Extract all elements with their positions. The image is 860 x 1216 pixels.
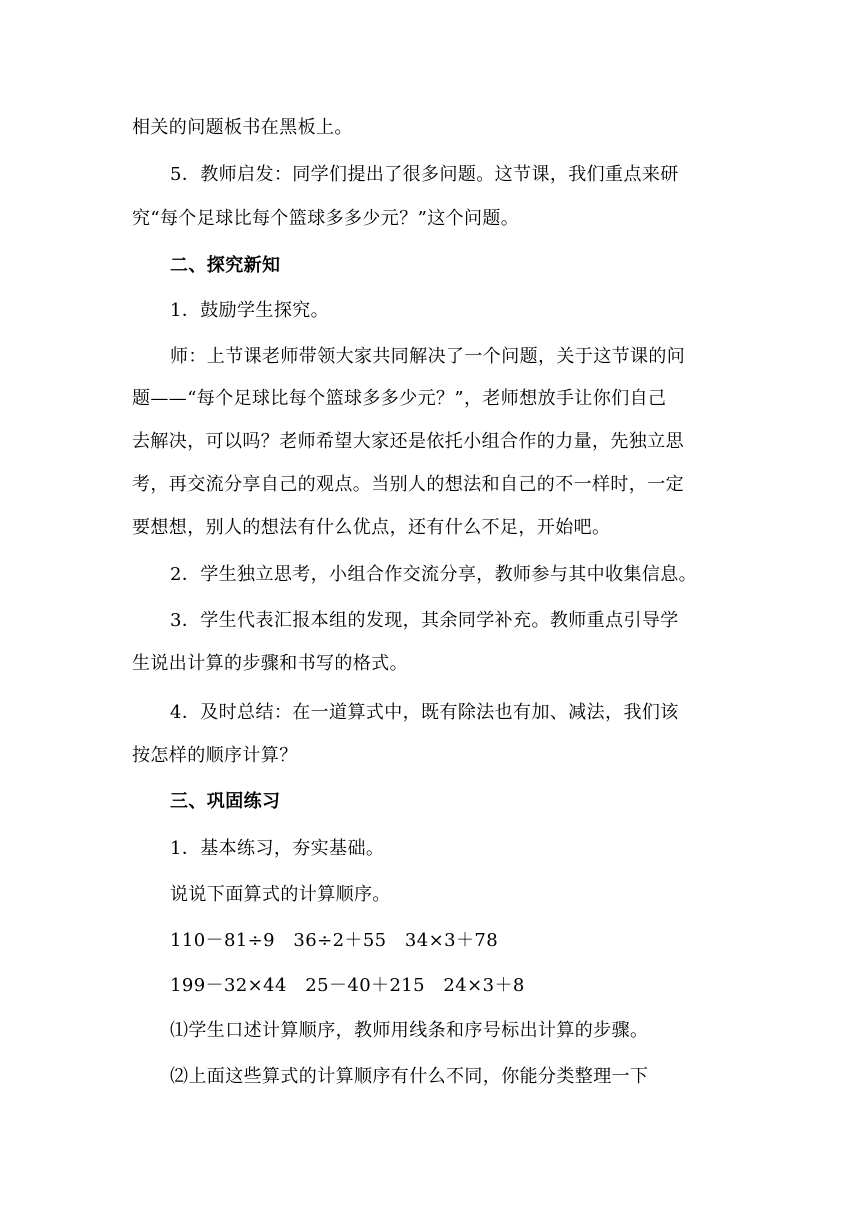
paragraph-item-2: 2．学生独立思考，小组合作交流分享，教师参与其中收集信息。 [170, 564, 698, 585]
text-line: 按怎样的顺序计算？ [132, 745, 298, 766]
text-line: 去解决，可以吗？老师希望大家还是依托小组合作的力量，先独立思 [132, 431, 684, 452]
formula-line: 199－32×44 25－40＋215 24×3＋8 [170, 975, 525, 996]
formula-line: 110－81÷9 36÷2＋55 34×3＋78 [170, 930, 499, 951]
text-line: 相关的问题板书在黑板上。 [132, 117, 353, 138]
paragraph-teacher: 师：上节课老师带领大家共同解决了一个问题，关于这节课的问 [170, 346, 686, 367]
sub-item-1: ⑴学生口述计算顺序，教师用线条和序号标出计算的步骤。 [170, 1020, 649, 1041]
text-line: 考，再交流分享自己的观点。当别人的想法和自己的不一样时，一定 [132, 474, 684, 495]
paragraph-item-1: 1．基本练习，夯实基础。 [170, 838, 385, 859]
paragraph-item-3: 3．学生代表汇报本组的发现，其余同学补充。教师重点引导学 [170, 610, 679, 631]
text-line: 说说下面算式的计算顺序。 [170, 884, 391, 905]
section-heading: 三、巩固练习 [170, 791, 281, 812]
paragraph-item-4: 4．及时总结：在一道算式中，既有除法也有加、减法，我们该 [170, 702, 679, 723]
text-line: 究“每个足球比每个篮球多多少元？”这个问题。 [132, 208, 520, 229]
text-line: 题——“每个足球比每个篮球多多少元？”，老师想放手让你们自己 [132, 388, 667, 409]
paragraph-item-5: 5．教师启发：同学们提出了很多问题。这节课，我们重点来研 [170, 164, 679, 185]
text-line: 生说出计算的步骤和书写的格式。 [132, 653, 408, 674]
text-line: 要想想，别人的想法有什么优点，还有什么不足，开始吧。 [132, 517, 611, 538]
sub-item-2: ⑵上面这些算式的计算顺序有什么不同，你能分类整理一下 [170, 1066, 649, 1087]
section-heading: 二、探究新知 [170, 255, 281, 276]
paragraph-item-1: 1．鼓励学生探究。 [170, 300, 330, 321]
